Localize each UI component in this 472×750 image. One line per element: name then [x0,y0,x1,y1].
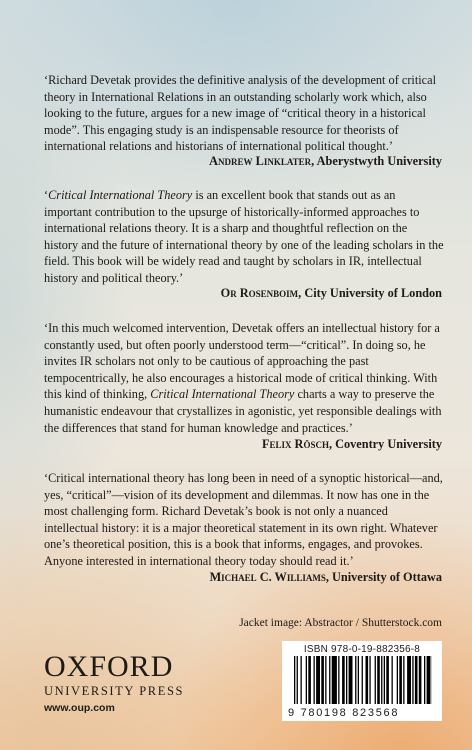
barcode-bar [415,656,418,704]
reviewer-affiliation: , Coventry University [328,437,442,451]
quote-text: ‘Critical international theory has long been in need of a synoptic historical—and, yes, “critical”—vision of its development and dilemmas. It now has one in the most challenging form. Richard Devetak’s book is not only a nuanced intellectual history: it is a major theoretical statement in its own right. Whatever one’s theoretical position, this is a book that informs, engages, and provokes. Anyone interested in international theory today should read it.’ [44,471,443,568]
barcode-bar [427,656,431,704]
quote-text: charts a way to preserve the humanistic endeavour that crystallizes in agonistic, yet responsible dealings with the differences that stand for human knowledge and practices.’ [44,387,442,435]
barcode-bar [316,656,320,704]
barcode-bar [424,656,425,704]
review-quote-2 [44,187,444,287]
publisher-logo [44,652,184,699]
quote-text: is an excellent book that stands out as an important contribution to the upsurge of historically-informed approaches to international relations theory. It is a sharp and thoughtful reflection on the history and the future of international theory by one of the leading scholars in the field. This book will be widely read and taught by scholars in IR, intellectual history and political theory.’ [44,188,444,285]
publisher-name: OXFORD [44,650,174,683]
quote-text: ‘In this much welcomed intervention, Devetak offers an intellectual history for a constantly used, but often poorly understood term—“critical”. In doing so, he invites IR scholars not only to be cautious of approaching the past tempocentrically, he also encourages a historical mode of critical thinking. With this kind of thinking, [44,321,440,402]
barcode-bar [407,656,411,704]
barcode-bar [381,656,382,704]
barcode-bar [301,656,302,704]
barcode-bar [375,656,376,704]
reviewer-name: Michael C. Williams [209,570,326,584]
reviewer-affiliation: , City University of London [298,286,442,300]
barcode-bar [412,656,413,704]
book-title: Critical International Theory [48,188,193,202]
barcode-bar [338,656,339,704]
isbn-barcode [282,641,442,721]
review-attribution-2 [221,286,442,301]
barcode-bar [369,656,370,704]
barcode-digits: 9 780198 823568 [288,707,400,719]
barcode-bar [397,656,398,704]
quote-text: ‘Richard Devetak provides the definitive analysis of the development of critical theory in International Relations in an outstanding scholarly work which, also looking to the future, argues for a new image of “critical theory in a historical mode”. This engaging study is an indispensable resource for theorists of international relations and historians of international political thought.’ [44,73,436,154]
barcode-bar [355,656,356,704]
barcode-bar [306,656,307,704]
barcode-bar [358,656,359,704]
barcode-bar [321,656,324,704]
book-title: Critical International Theory [150,387,295,402]
quote-text: ‘ [44,188,49,202]
review-attribution-1 [209,154,442,169]
barcode-bar [377,656,380,704]
isbn-label: ISBN 978-0-19-882356-8 [303,644,421,655]
reviewer-affiliation: , University of Ottawa [325,570,442,584]
barcode-bar [403,656,404,704]
reviewer-name: Andrew Linklater [209,154,312,168]
barcode-bar [308,656,311,704]
barcode-bar [392,656,393,704]
barcode-bar [399,656,402,704]
barcode-bar [366,656,369,704]
barcode-bar [384,656,385,704]
barcode-bar [362,656,363,704]
barcode-bar [346,656,347,704]
review-attribution-3 [262,437,442,452]
barcode-bar [297,656,298,704]
barcode-bar [386,656,389,704]
barcode-bar [419,656,422,704]
barcode-bar [294,656,295,704]
barcode-bar [325,656,326,704]
review-quote-3 [44,320,444,436]
review-attribution-4 [210,570,442,585]
publisher-subline: UNIVERSITY PRESS [44,684,185,698]
reviewer-name: Or Rosenboim [220,286,299,300]
review-quote-1 [44,72,444,155]
barcode-bar [314,656,315,704]
publisher-website: www.oup.com [44,702,115,714]
barcode-bar [332,656,337,704]
reviewer-affiliation: , Aberystwyth University [311,154,442,168]
barcode-bar [349,656,353,704]
barcode-bar [329,656,330,704]
barcode-bar [342,656,345,704]
barcode-icon [294,656,432,704]
review-quote-4 [44,470,444,570]
jacket-image-credit: Jacket image: Abstractor / Shutterstock.com [239,617,442,629]
reviewer-name: Felix Rösch [261,437,329,451]
